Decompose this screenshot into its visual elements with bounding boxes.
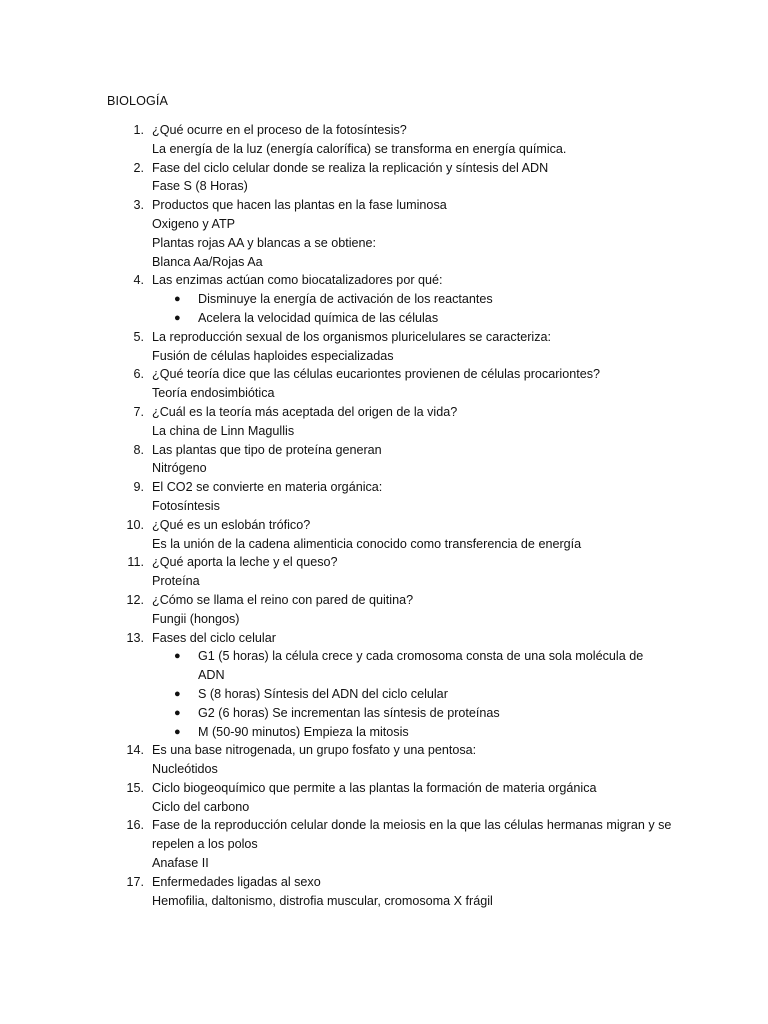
bullet-text: Disminuye la energía de activación de los reactantes	[198, 292, 493, 307]
answer-text: La energía de la luz (energía calorífica) se transforma en energía química.	[152, 141, 567, 156]
question-text: ¿Qué es un eslobán trófico?	[152, 517, 311, 532]
bullet-icon: ●	[174, 706, 181, 719]
bullet-item	[174, 723, 672, 742]
question-number: 9.	[133, 480, 144, 495]
question-number: 5.	[133, 329, 144, 344]
question-number: 10.	[126, 517, 144, 532]
bullet-text: S (8 horas) Síntesis del ADN del ciclo celular	[198, 686, 448, 701]
answer-text: Hemofilia, daltonismo, distrofia muscular, cromosoma X frágil	[152, 893, 493, 908]
question-text: Fases del ciclo celular	[152, 630, 276, 645]
document-title: BIOLOGÍA	[107, 94, 168, 108]
bullet-icon: ●	[174, 687, 181, 700]
question-item	[133, 328, 672, 366]
question-item	[133, 365, 672, 403]
question-text: El CO2 se convierte en materia orgánica:	[152, 480, 383, 495]
question-item	[133, 441, 672, 479]
question-text: Enfermedades ligadas al sexo	[152, 874, 321, 889]
question-text: Es una base nitrogenada, un grupo fosfato y una pentosa:	[152, 743, 477, 758]
question-item	[133, 196, 672, 271]
question-number: 6.	[133, 367, 144, 382]
answer-text: Anafase II	[152, 856, 209, 871]
answer-text: Nitrógeno	[152, 461, 207, 476]
question-number: 14.	[126, 743, 144, 758]
question-text: ¿Qué aporta la leche y el queso?	[152, 555, 338, 570]
bullet-text: G2 (6 horas) Se incrementan las síntesis de proteínas	[198, 705, 500, 720]
bullet-item	[174, 290, 672, 309]
bullet-icon: ●	[174, 650, 181, 663]
question-number: 1.	[133, 123, 144, 137]
question-text: Las plantas que tipo de proteína generan	[152, 442, 382, 457]
question-item	[126, 741, 672, 779]
question-item	[126, 591, 672, 629]
answer-text: Plantas rojas AA y blancas a se obtiene:	[152, 235, 377, 250]
question-item	[127, 553, 672, 591]
bullet-item	[174, 647, 672, 685]
bullet-item	[174, 309, 672, 328]
question-item	[126, 516, 672, 554]
question-text: Ciclo biogeoquímico que permite a las plantas la formación de materia orgánica	[152, 780, 597, 795]
question-text: Las enzimas actúan como biocatalizadores por qué:	[152, 273, 443, 288]
question-item	[133, 478, 672, 516]
question-item	[126, 873, 672, 911]
question-text: Productos que hacen las plantas en la fase luminosa	[152, 198, 447, 213]
question-item	[133, 403, 672, 441]
question-number: 11.	[127, 555, 144, 570]
question-text: ¿Cuál es la teoría más aceptada del origen de la vida?	[152, 404, 458, 419]
question-item	[126, 779, 672, 817]
answer-text: Ciclo del carbono	[152, 799, 250, 814]
bullet-text: G1 (5 horas) la célula crece y cada cromosoma consta de una sola molécula de ADN	[198, 649, 644, 683]
bullet-list	[152, 290, 672, 328]
answer-text: Proteína	[152, 574, 200, 589]
question-number: 12.	[126, 592, 144, 607]
bullet-text: M (50-90 minutos) Empieza la mitosis	[198, 724, 409, 739]
bullet-list	[152, 647, 672, 741]
question-text: La reproducción sexual de los organismos pluricelulares se caracteriza:	[152, 329, 552, 344]
bullet-item	[174, 685, 672, 704]
bullet-icon: ●	[174, 311, 181, 324]
bullet-item	[174, 704, 672, 723]
question-number: 4.	[133, 273, 144, 288]
bullet-icon: ●	[174, 725, 181, 738]
answer-text: Es la unión de la cadena alimenticia conocido como transferencia de energía	[152, 536, 582, 551]
answer-text: La china de Linn Magullis	[152, 423, 295, 438]
bullet-text: Acelera la velocidad química de las células	[198, 310, 439, 325]
question-item	[133, 159, 672, 197]
answer-text: Fotosíntesis	[152, 498, 220, 513]
question-number: 2.	[133, 160, 144, 175]
answer-text: Fusión de células haploides especializadas	[152, 348, 394, 363]
answer-text: Fungii (hongos)	[152, 611, 240, 626]
answer-text: Fase S (8 Horas)	[152, 179, 248, 194]
question-text: ¿Qué ocurre en el proceso de la fotosíntesis?	[152, 123, 407, 137]
question-number: 8.	[133, 442, 144, 457]
question-list	[126, 121, 672, 910]
question-number: 15.	[126, 780, 144, 795]
answer-text: Blanca Aa/Rojas Aa	[152, 254, 263, 269]
answer-text: Teoría endosimbiótica	[152, 386, 275, 401]
question-number: 16.	[126, 818, 144, 833]
question-number: 3.	[133, 198, 144, 213]
question-text: Fase de la reproducción celular donde la meiosis en la que las células hermanas migran y se repelen a los polos	[152, 818, 672, 852]
question-text: ¿Cómo se llama el reino con pared de quitina?	[152, 592, 414, 607]
question-item	[126, 629, 672, 742]
question-item	[126, 816, 672, 872]
bullet-icon: ●	[174, 293, 181, 306]
question-text: ¿Qué teoría dice que las células eucariontes provienen de células procariontes?	[152, 367, 601, 382]
question-text: Fase del ciclo celular donde se realiza la replicación y síntesis del ADN	[152, 160, 549, 175]
question-item	[133, 121, 672, 159]
question-item	[133, 271, 672, 327]
question-number: 13.	[126, 630, 144, 645]
question-number: 7.	[133, 404, 144, 419]
answer-text: Oxigeno y ATP	[152, 216, 236, 231]
question-number: 17.	[126, 874, 144, 889]
answer-text: Nucleótidos	[152, 762, 218, 777]
